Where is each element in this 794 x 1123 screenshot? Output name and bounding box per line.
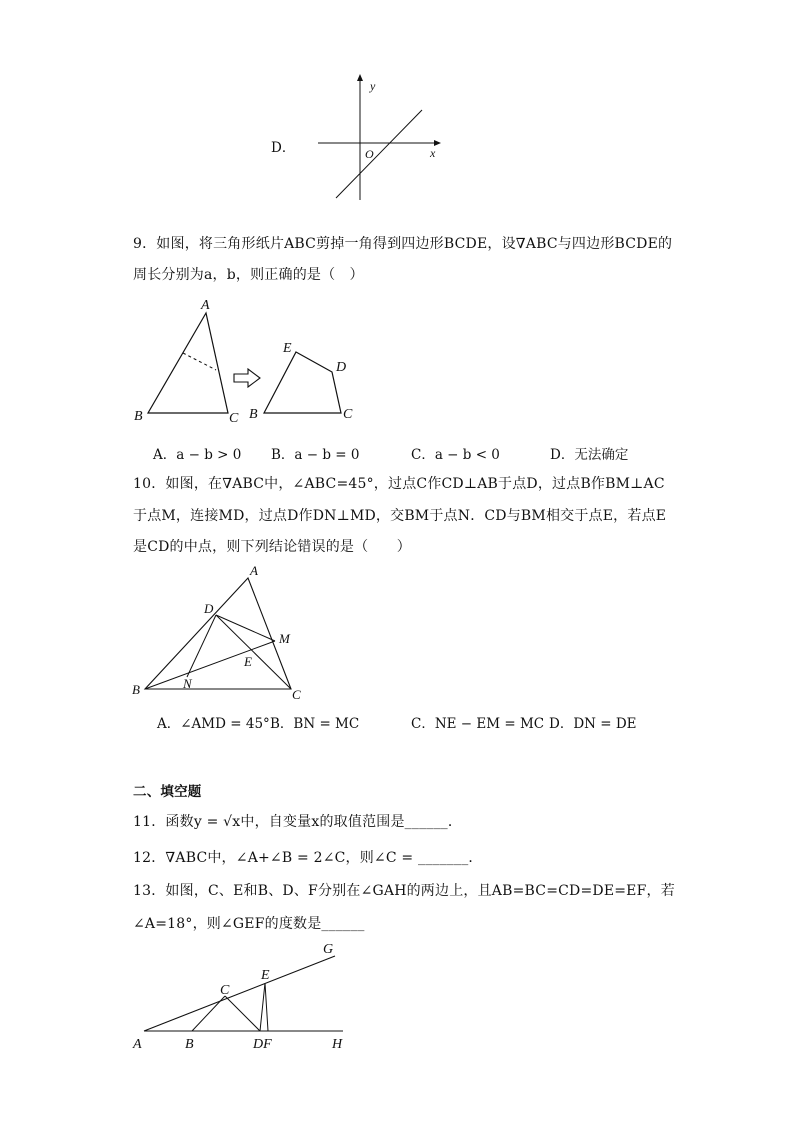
q8-option-d-label: D． bbox=[271, 140, 296, 156]
segment-EF bbox=[265, 983, 268, 1031]
q10-option-b[interactable]: B．BN = MC bbox=[270, 716, 360, 732]
label-N: N bbox=[183, 676, 192, 691]
label-DF: DF bbox=[253, 1037, 272, 1052]
q10-option-d[interactable]: D．DN = DE bbox=[549, 716, 637, 732]
label-E: E bbox=[244, 654, 252, 669]
label-A: A bbox=[133, 1037, 142, 1052]
segment-CD bbox=[225, 996, 260, 1031]
q9-line1: 9．如图，将三角形纸片ABC剪掉一角得到四边形BCDE，设∇ABC与四边形BCDE的 bbox=[133, 236, 673, 252]
q13-line2: ∠A=18°，则∠GEF的度数是______ bbox=[133, 916, 365, 932]
label-B2: B bbox=[249, 407, 258, 422]
label-D: D bbox=[336, 360, 347, 375]
q10-line1: 10．如图，在∇ABC中，∠ABC=45°，过点C作CD⊥AB于点D，过点B作BM⊥AC bbox=[133, 476, 665, 492]
q10-option-a[interactable]: A．∠AMD = 45° bbox=[157, 716, 270, 732]
y-axis-label: y bbox=[370, 79, 376, 93]
label-E: E bbox=[283, 341, 292, 356]
q9-option-a[interactable]: A．a − b > 0 bbox=[153, 447, 242, 463]
label-H: H bbox=[332, 1037, 343, 1052]
label-D: D bbox=[204, 601, 214, 616]
label-B: B bbox=[134, 409, 143, 424]
label-C: C bbox=[292, 687, 301, 702]
q9-option-d[interactable]: D．无法确定 bbox=[550, 447, 629, 463]
label-C: C bbox=[220, 983, 230, 998]
label-A: A bbox=[250, 563, 258, 578]
label-C2: C bbox=[343, 407, 353, 422]
label-E: E bbox=[261, 968, 270, 983]
q11-text: 11．函数y = √x中，自变量x的取值范围是______． bbox=[133, 814, 463, 830]
label-B: B bbox=[185, 1037, 194, 1052]
q13-line1: 13．如图，C、E和B、D、F分别在∠GAH的两边上，且AB=BC=CD=DE=EF，若 bbox=[133, 883, 675, 899]
x-axis-label: x bbox=[430, 146, 436, 160]
segment-BC bbox=[192, 996, 225, 1031]
q10-line2: 于点M，连接MD，过点D作DN⊥MD，交BM于点N．CD与BM相交于点E，若点E bbox=[133, 508, 667, 524]
q12-text: 12．∇ABC中，∠A+∠B = 2∠C，则∠C = _______． bbox=[133, 850, 483, 866]
label-C: C bbox=[229, 411, 239, 426]
q9-option-c[interactable]: C．a − b < 0 bbox=[411, 447, 500, 463]
origin-label: O bbox=[365, 147, 374, 161]
label-G: G bbox=[323, 942, 334, 957]
label-A: A bbox=[201, 298, 210, 313]
q9-option-b[interactable]: B．a − b = 0 bbox=[271, 447, 360, 463]
q9-line2: 周长分别为a，b，则正确的是（ ） bbox=[133, 267, 364, 283]
section-title: 二、填空题 bbox=[133, 784, 202, 800]
ray-AG bbox=[144, 956, 335, 1031]
segment-DE bbox=[260, 983, 265, 1031]
label-M: M bbox=[279, 631, 290, 646]
label-B: B bbox=[132, 682, 140, 697]
q10-line3: 是CD的中点，则下列结论错误的是（ ） bbox=[133, 539, 411, 555]
q10-option-c[interactable]: C．NE − EM = MC bbox=[411, 716, 545, 732]
